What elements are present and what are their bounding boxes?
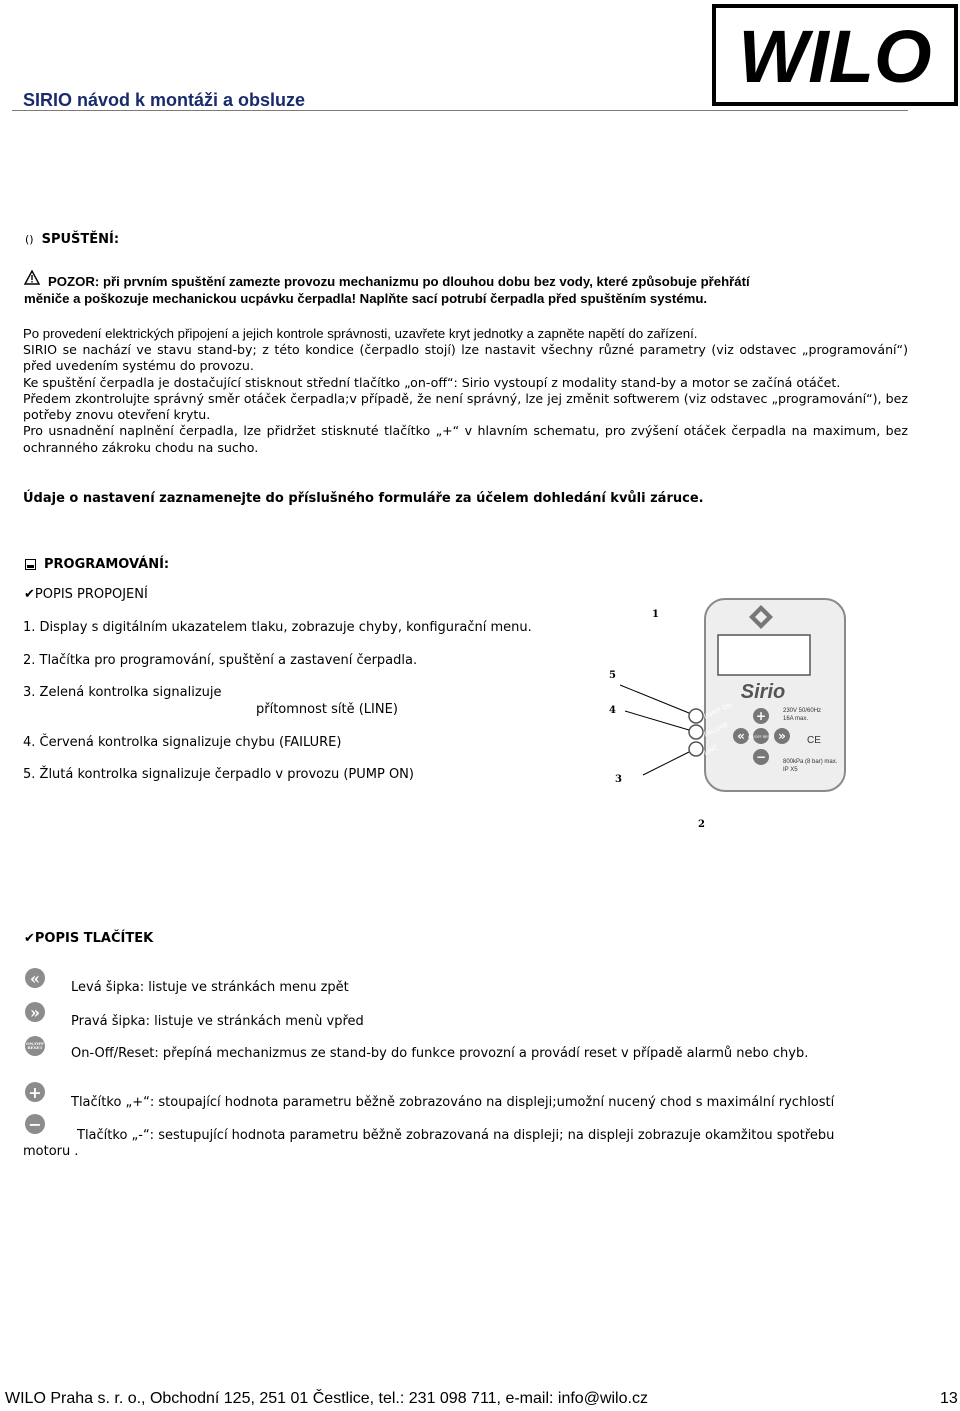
minus-button-icon: − bbox=[25, 1114, 45, 1134]
plus-button-icon: + bbox=[25, 1082, 45, 1102]
startup-bullet-icon: () bbox=[25, 233, 34, 246]
list-item: 2. Tlačítka pro programování, spuštění a zastavení čerpadla. bbox=[23, 653, 418, 668]
failure-led bbox=[689, 725, 703, 739]
failure-label: FAILURE bbox=[702, 720, 730, 739]
warning-line-1: POZOR: při prvním spuštění zamezte provozu mechanizmu po dlouhou dobu bez vody, které způsobuje přehřátí bbox=[48, 274, 750, 289]
line-label: LINE bbox=[702, 743, 720, 757]
logo-wordmark: WILO bbox=[738, 15, 932, 98]
minus-desc: Tlačítko „-“: sestupující hodnota parametru běžně zobrazovaná na displeji; na displeji zobrazuje okamžitou spotřebu bbox=[77, 1128, 835, 1143]
onoff-desc: On-Off/Reset: přepíná mechanizmus ze stand-by do funkce provozní a provádí reset v případě alarmů nebo chyb. bbox=[71, 1046, 809, 1061]
buttons-heading bbox=[24, 931, 153, 946]
device-minus-label: − bbox=[755, 750, 767, 764]
connection-subheading-label: POPIS PROPOJENÍ bbox=[34, 587, 148, 602]
right-arrow-desc: Pravá šipka: listuje ve stránkách menù vpřed bbox=[71, 1014, 364, 1029]
callout-line-5 bbox=[620, 685, 689, 713]
footer-contact: WILO Praha s. r. o., Obchodní 125, 251 01 Čestlice, tel.: 231 098 711, e-mail: info@wilo.cz bbox=[5, 1390, 648, 1407]
list-item: 1. Display s digitálním ukazatelem tlaku, zobrazuje chyby, konfigurační menu. bbox=[23, 620, 532, 635]
warning-text bbox=[24, 273, 908, 307]
warranty-note: Údaje o nastavení zaznamenejte do příslušného formuláře za účelem dohledání kvůli záruce. bbox=[23, 491, 704, 506]
warning-line-2: měniče a poškozuje mechanickou ucpávku čerpadla! Naplňte sací potrubí čerpadla před spuštěním systému. bbox=[24, 291, 708, 306]
onoff-button-icon: ON/OFF RESET bbox=[25, 1036, 45, 1056]
spec-pressure: 800kPa (8 bar) max. bbox=[783, 759, 838, 765]
programming-bullet-icon bbox=[25, 555, 36, 574]
device-plus-label: + bbox=[755, 709, 767, 723]
check-icon: ✔ bbox=[24, 587, 35, 602]
callout-4: 4 bbox=[609, 705, 616, 716]
page-number: 13 bbox=[940, 1390, 958, 1407]
ce-mark: CE bbox=[807, 735, 821, 746]
startup-body bbox=[23, 342, 908, 456]
startup-heading: SPUŠTĚNÍ: bbox=[41, 232, 120, 247]
device-onoff-label: ON/OFF RESET bbox=[748, 735, 774, 739]
startup-para-3: Ke spuštění čerpadla je dostačující stisknout střední tlačítko „on-off“: Sirio vystoupí z modality stand-by a motor se začíná otáčet. bbox=[23, 374, 841, 390]
minus-desc-cont: motoru . bbox=[23, 1144, 79, 1159]
startup-para-1: Po provedení elektrických připojení a jejich kontrole správnosti, uzavřete kryt jednotky a zapněte napětí do zařízení. bbox=[23, 326, 698, 341]
right-arrow-button-icon: » bbox=[25, 1002, 45, 1022]
list-item: 4. Červená kontrolka signalizuje chybu (FAILURE) bbox=[23, 735, 342, 750]
pump-on-led bbox=[689, 709, 703, 723]
left-arrow-desc: Levá šipka: listuje ve stránkách menu zpět bbox=[71, 980, 349, 995]
list-item: 5. Žlutá kontrolka signalizuje čerpadlo v provozu (PUMP ON) bbox=[23, 767, 414, 782]
device-display bbox=[718, 635, 810, 675]
startup-para-4: Předem zkontrolujte správný směr otáček čerpadla;v případě, že není správný, lze jej změnit softwerem (viz odstavec „programování“), bez potřeby znovu otevření krytu. bbox=[23, 390, 908, 423]
check-icon: ✔ bbox=[24, 931, 35, 946]
line-led bbox=[689, 742, 703, 756]
callout-1: 1 bbox=[652, 609, 659, 620]
callout-3: 3 bbox=[615, 774, 622, 785]
buttons-heading-label: POPIS TLAČÍTEK bbox=[34, 931, 154, 946]
list-item: 3. Zelená kontrolka signalizuje bbox=[23, 685, 222, 700]
callout-line-3 bbox=[643, 752, 689, 775]
list-item: přítomnost sítě (LINE) bbox=[256, 702, 398, 717]
callout-2: 2 bbox=[698, 819, 705, 830]
startup-heading-row bbox=[25, 232, 119, 247]
programming-heading: PROGRAMOVÁNÍ: bbox=[44, 557, 170, 572]
header-rule bbox=[12, 110, 908, 111]
spec-current: 16A max. bbox=[783, 716, 809, 722]
document-title: SIRIO návod k montáži a obsluze bbox=[23, 90, 306, 110]
programming-heading-row bbox=[25, 555, 169, 574]
device-left-label: « bbox=[737, 729, 745, 743]
device-diagram bbox=[595, 595, 855, 839]
spec-voltage: 230V 50/60Hz bbox=[783, 708, 822, 714]
device-brand: Sirio bbox=[740, 681, 786, 703]
startup-para-5: Pro usnadnění naplnění čerpadla, lze přidržet stisknuté tlačítko „+“ v hlavním schematu, pro zvýšení otáček čerpadla na maximum, bez ochranného zákroku chodu na sucho. bbox=[23, 423, 908, 455]
callout-line-4 bbox=[625, 711, 689, 730]
left-arrow-button-icon: « bbox=[25, 968, 45, 988]
callout-5: 5 bbox=[609, 670, 616, 681]
plus-desc: Tlačítko „+“: stoupající hodnota parametru běžně zobrazováno na displeji;umožní nucený chod s maximální rychlostí bbox=[71, 1095, 835, 1110]
pump-on-label: PUMP ON bbox=[702, 700, 734, 721]
device-right-label: » bbox=[778, 729, 786, 743]
connection-subheading bbox=[24, 587, 148, 602]
spec-ip: IP X5 bbox=[783, 767, 798, 773]
wilo-logo bbox=[712, 4, 958, 106]
startup-para-2: SIRIO se nachází ve stavu stand-by; z této kondice (čerpadlo stojí) lze nastavit všechny různé parametry (viz odstavec „programování“) před uvedením systému do provozu. bbox=[23, 342, 908, 374]
